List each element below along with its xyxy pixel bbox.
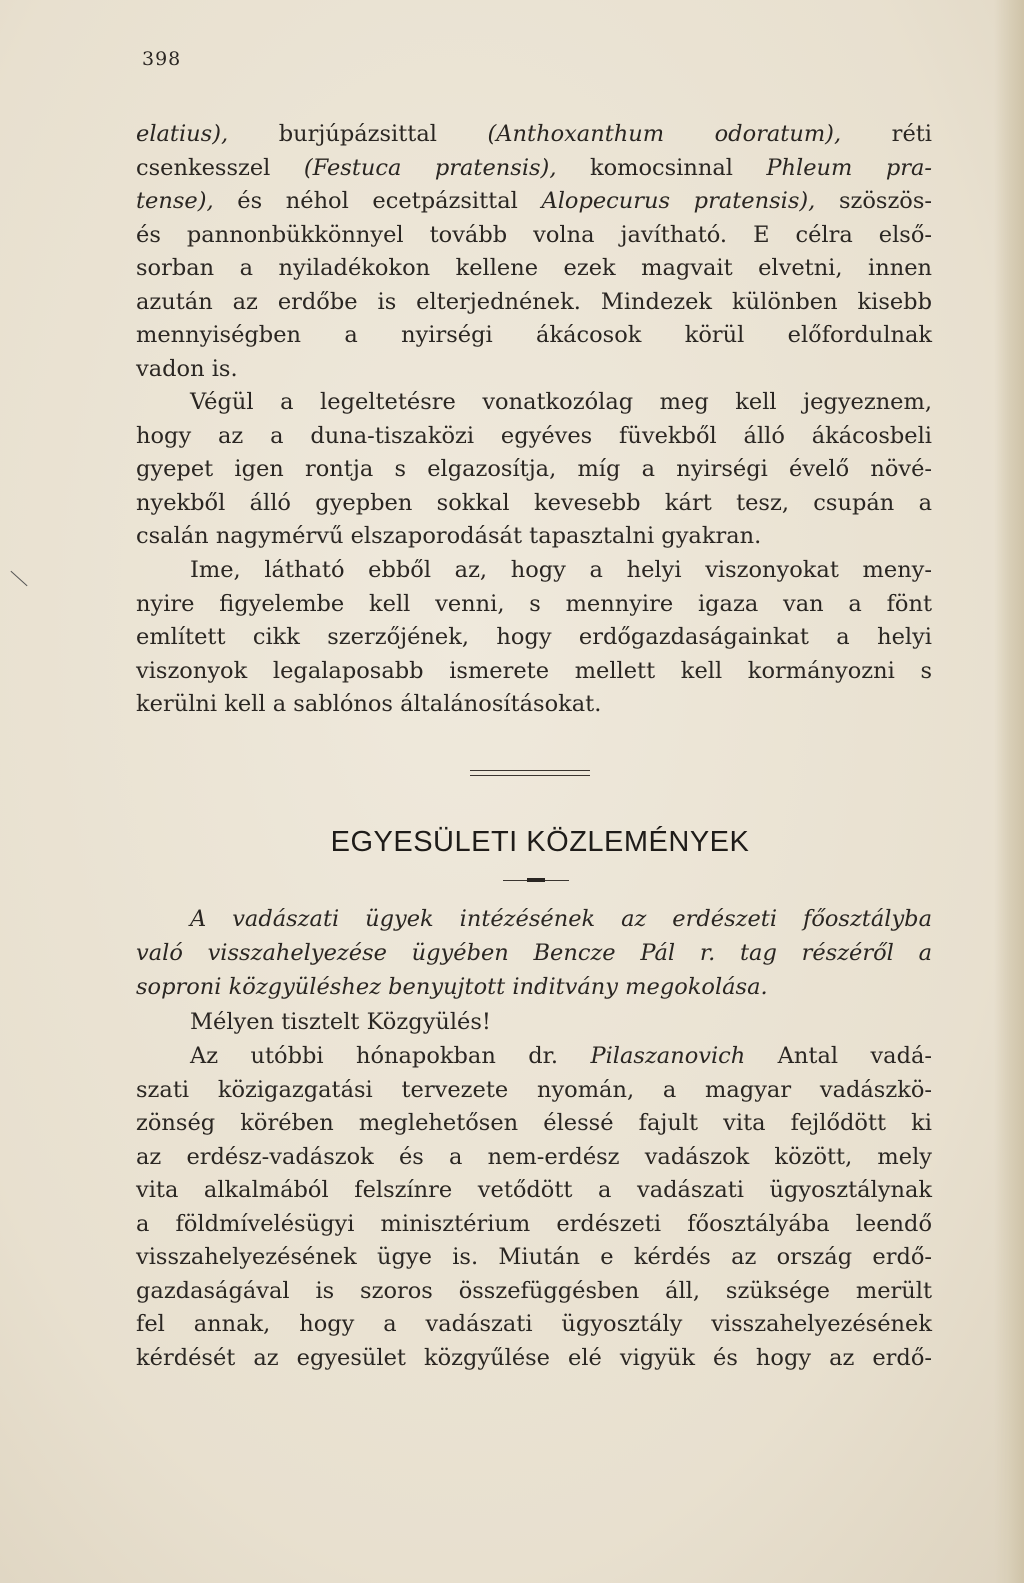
- text-line: csenkesszel (Festuca pratensis), komocsinnal Phleum pra-: [136, 154, 933, 181]
- paragraph-legeltetes: [136, 386, 932, 554]
- article-subtitle: [136, 902, 932, 1004]
- salutation: [136, 1006, 932, 1040]
- text-line: fel annak, hogy a vadászati ügyosztály visszahelyezésének: [136, 1311, 932, 1337]
- top-paragraph: [136, 118, 932, 386]
- text-line: viszonyok legalaposabb ismerete mellett kell kormányozni s: [136, 657, 932, 684]
- text-line: soproni közgyüléshez benyujtott inditvány megokolása.: [136, 974, 768, 1000]
- text-line: említett cikk szerzőjének, hogy erdőgazdaságainkat a helyi: [136, 624, 932, 650]
- text-line: Végül a legeltetésre vonatkozólag meg kell jegyeznem,: [190, 389, 932, 415]
- text-line: nyire figyelembe kell venni, s mennyire igaza van a fönt: [136, 590, 932, 617]
- page-edge-shadow: [994, 0, 1024, 1583]
- text-line: a földmívelésügyi minisztérium erdészeti főosztályába leendő: [136, 1210, 932, 1237]
- text-line: való visszahelyezése ügyében Bencze Pál r. tag részéről a: [136, 940, 932, 966]
- text-line: szati közigazgatási tervezete nyomán, a magyar vadászkö-: [136, 1076, 932, 1103]
- text-line: hogy az a duna-tiszaközi egyéves füvekből álló ákácosbeli: [136, 422, 932, 449]
- text-line: visszahelyezésének ügye is. Miután e kérdés az ország erdő-: [136, 1244, 932, 1270]
- text-line: Ime, látható ebből az, hogy a helyi viszonyokat meny-: [190, 557, 932, 583]
- text-line: gyepet igen rontja s elgazosítja, míg a nyirségi évelő növé-: [136, 456, 932, 482]
- text-line: gazdaságával is szoros összefüggésben áll, szüksége merült: [136, 1277, 932, 1304]
- text-line: vadon is.: [136, 355, 238, 382]
- text-line: sorban a nyiladékokon kellene ezek magvait elvetni, innen: [136, 255, 932, 281]
- text-line: az erdész-vadászok és a nem-erdész vadászok között, mely: [136, 1143, 932, 1170]
- text-line: Mélyen tisztelt Közgyülés!: [190, 1009, 491, 1035]
- text-line: elatius), burjúpázsittal (Anthoxanthum odoratum), réti: [136, 121, 932, 147]
- text-line: kerülni kell a sablónos általánosításokat.: [136, 691, 602, 717]
- page-number: 398: [142, 48, 182, 70]
- text-line: nyekből álló gyepben sokkal kevesebb kárt tesz, csupán a: [136, 489, 932, 516]
- text-line: mennyiségben a nyirségi ákácosok körül előfordulnak: [136, 322, 932, 348]
- margin-pencil-mark: [10, 571, 27, 586]
- text-line: kérdését az egyesület közgyűlése elé vigyük és hogy az erdő-: [136, 1344, 932, 1371]
- text-line: csalán nagymérvű elszaporodását tapasztalni gyakran.: [136, 523, 762, 549]
- text-line: vita alkalmából felszínre vetődött a vadászati ügyosztálynak: [136, 1177, 932, 1203]
- text-line: tense), és néhol ecetpázsittal Alopecurus pratensis), szöszös-: [136, 188, 932, 214]
- text-line: zönség körében meglehetősen élessé fajult vita fejlődött ki: [136, 1110, 932, 1136]
- text-line: és pannonbükkönnyel tovább volna javítható. E célra első-: [136, 221, 932, 248]
- text-line: azután az erdőbe is elterjednének. Mindezek különben kisebb: [136, 288, 932, 315]
- section-divider: [470, 770, 590, 776]
- section-heading: EGYESÜLETI KÖZLEMÉNYEK: [330, 826, 750, 858]
- paragraph-utobbi: [136, 1040, 932, 1375]
- heading-ornament: [503, 880, 569, 881]
- text-line: Az utóbbi hónapokban dr. Pilaszanovich Antal vadá-: [190, 1043, 932, 1069]
- paragraph-ime: [136, 554, 932, 722]
- text-line: A vadászati ügyek intézésének az erdészeti főosztályba: [190, 906, 932, 932]
